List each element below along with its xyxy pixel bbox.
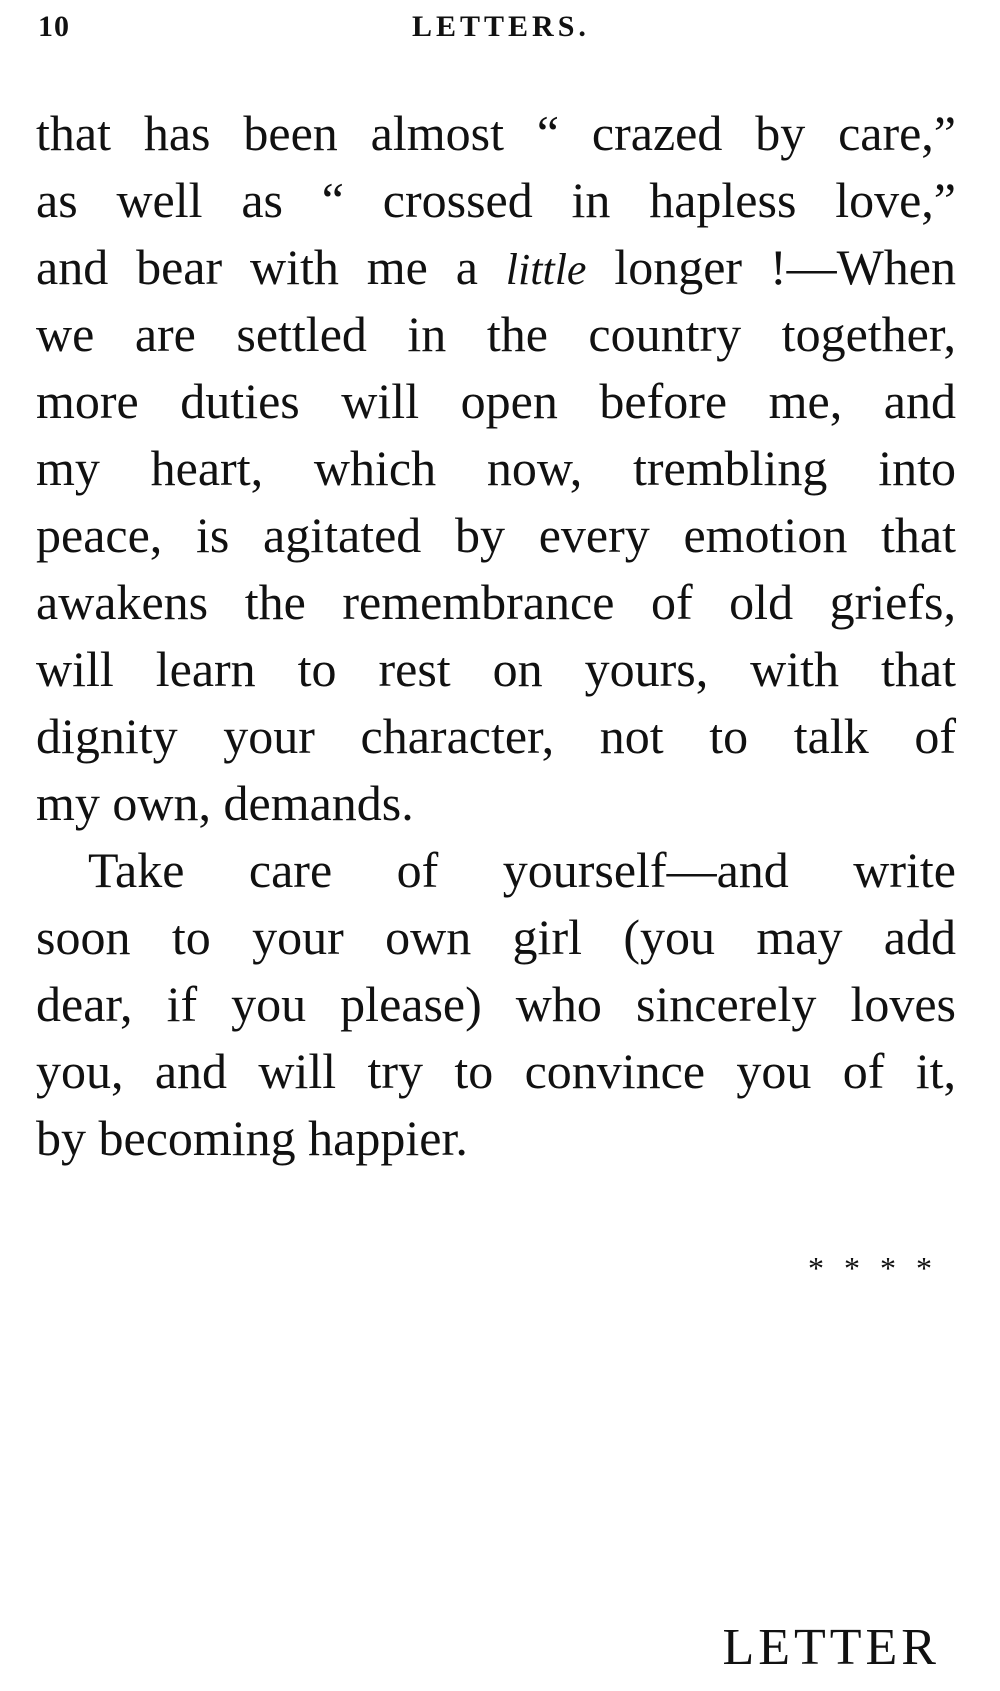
- text-line-with-italic: [36, 234, 956, 301]
- text-line: awakens the remembrance of old griefs,: [36, 574, 956, 630]
- text-line: dear, if you please) who sincerely loves: [36, 976, 956, 1032]
- text-line: by becoming happier.: [36, 1110, 468, 1166]
- text-line: my heart, which now, trembling into: [36, 440, 956, 496]
- text-line: peace, is agitated by every emotion that: [36, 507, 956, 563]
- text-segment: longer !—When: [586, 239, 956, 295]
- text-line: soon to your own girl (you may add: [36, 909, 956, 965]
- letter-body: [36, 100, 956, 1172]
- text-line: my own, demands.: [36, 775, 414, 831]
- italic-word: little: [505, 245, 587, 294]
- text-line: we are settled in the country together,: [36, 306, 956, 362]
- signature-asterisks: * * * *: [808, 1250, 938, 1286]
- text-line: you, and will try to convince you of it,: [36, 1043, 956, 1099]
- text-line: Take care of yourself—and write: [88, 842, 956, 898]
- text-line: more duties will open before me, and: [36, 373, 956, 429]
- page-number: 10: [38, 10, 70, 43]
- text-line: will learn to rest on yours, with that: [36, 641, 956, 697]
- text-line: as well as “ crossed in hapless love,”: [36, 172, 956, 228]
- text-line: dignity your character, not to talk of: [36, 708, 956, 764]
- text-line: that has been almost “ crazed by care,”: [36, 105, 956, 161]
- catchword: LETTER: [722, 1619, 940, 1676]
- text-segment: and bear with me a: [36, 239, 506, 295]
- running-title: LETTERS.: [412, 10, 590, 43]
